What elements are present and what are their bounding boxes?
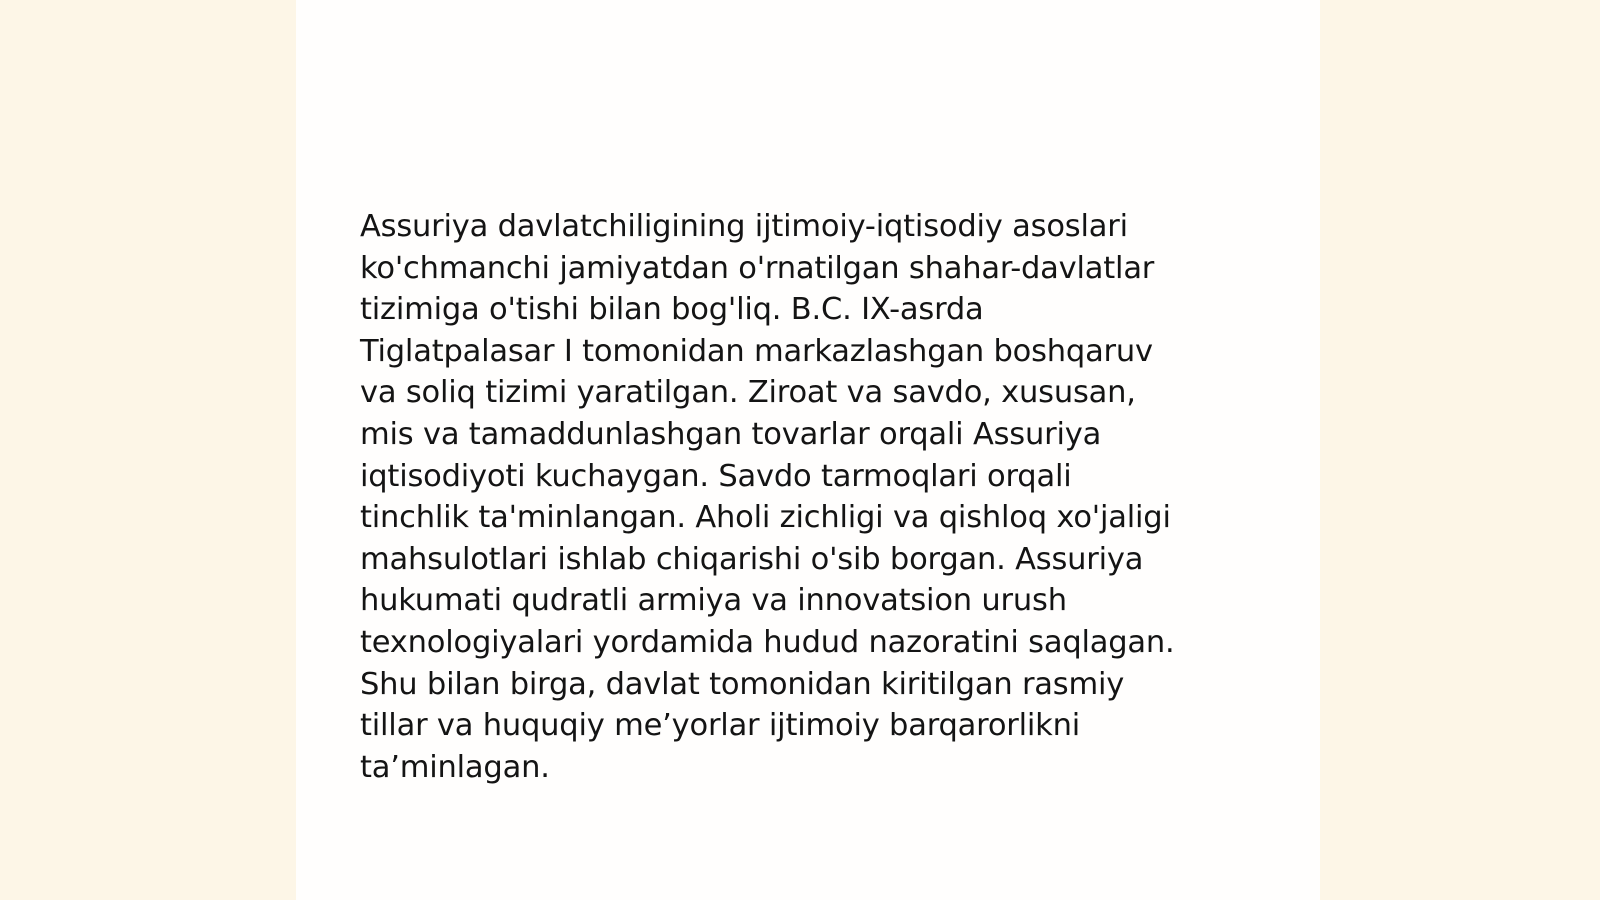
paragraph-line: iqtisodiyoti kuchaygan. Savdo tarmoqlari orqali [360, 458, 1072, 494]
paragraph-line: ko'chmanchi jamiyatdan o'rnatilgan shahar-davlatlar [360, 250, 1155, 286]
document-page [296, 0, 1320, 900]
paragraph-line: ta’minlagan. [360, 749, 550, 785]
body-paragraph [360, 206, 1280, 788]
paragraph-line: tizimiga o'tishi bilan bog'liq. B.C. IX-asrda [360, 292, 984, 328]
paragraph-line: mahsulotlari ishlab chiqarishi o'sib borgan. Assuriya [360, 541, 1144, 577]
paragraph-line: mis va tamaddunlashgan tovarlar orqali Assuriya [360, 416, 1102, 452]
paragraph-line: va soliq tizimi yaratilgan. Ziroat va savdo, xususan, [360, 375, 1136, 411]
paragraph-line: hukumati qudratli armiya va innovatsion urush [360, 583, 1067, 619]
paragraph-line: Assuriya davlatchiligining ijtimoiy-iqtisodiy asoslari [360, 209, 1128, 244]
paragraph-line: tillar va huquqiy me’yorlar ijtimoiy barqarorlikni [360, 708, 1081, 744]
paragraph-line: tinchlik ta'minlangan. Aholi zichligi va qishloq xo'jaligi [360, 500, 1171, 536]
paragraph-line: Shu bilan birga, davlat tomonidan kiritilgan rasmiy [360, 666, 1125, 702]
paragraph-line: texnologiyalari yordamida hudud nazoratini saqlagan. [360, 624, 1175, 660]
paragraph-line: Tiglatpalasar I tomonidan markazlashgan boshqaruv [360, 333, 1153, 369]
